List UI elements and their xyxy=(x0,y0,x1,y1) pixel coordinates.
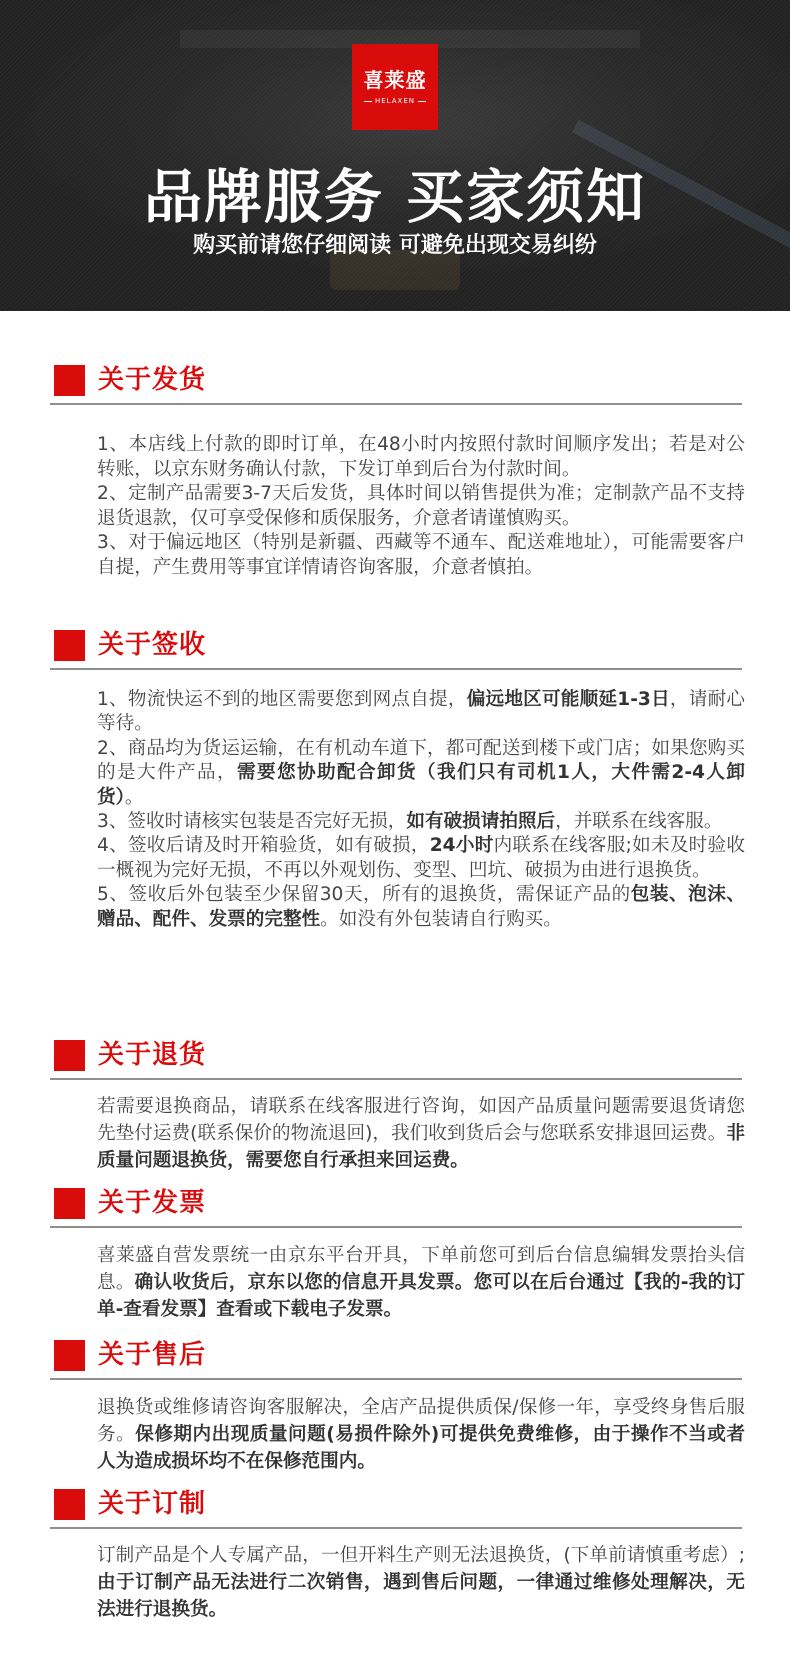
text-run: 3、对于偏远地区（特别是新疆、西藏等不通车、配送难地址），可能需要客户自提，产生费用等事宜详情请咨询客服，介意者慎拍。 xyxy=(97,532,745,578)
section-body-custom xyxy=(97,1542,745,1623)
section-header-custom xyxy=(50,1489,742,1529)
page-subtitle: 购买前请您仔细阅读 可避免出现交易纠纷 xyxy=(193,233,597,258)
text-run: ，并联系在线客服。 xyxy=(555,811,723,833)
text-run: 订制产品是个人专属产品，一但开料生产则无法退换货，(下单前请慎重考虑）; xyxy=(97,1545,745,1566)
emphasis-text: 偏远地区可能顺延1-3日 xyxy=(466,689,670,710)
red-square-icon xyxy=(54,1040,85,1071)
section-body-aftersales xyxy=(97,1394,745,1475)
text-run: 1、物流快运不到的地区需要您到网点自提， xyxy=(97,689,467,710)
paragraph xyxy=(97,1242,745,1323)
paragraph xyxy=(97,810,745,834)
paragraph xyxy=(97,531,745,580)
paragraph xyxy=(97,688,745,737)
text-run: 5、签收后外包装至少保留30天，所有的退换货，需保证产品的 xyxy=(97,884,631,906)
text-run: 1、本店线上付款的即时订单，在48小时内按照付款时间顺序发出；若是对公转账，以京东财务确认付款，下发订单到后台为付款时间。 xyxy=(97,434,745,480)
brand-name-cn: 喜莱盛 xyxy=(363,68,427,92)
section-header-receipt xyxy=(50,630,742,670)
page-title: 品牌服务 买家须知 xyxy=(143,163,647,231)
paragraph xyxy=(97,834,745,883)
red-square-icon xyxy=(54,365,85,396)
text-run: 3、签收时请核实包装是否完好无损， xyxy=(97,811,407,833)
text-run: 4、签收后请及时开箱验货，如有破损， xyxy=(97,835,430,857)
logo-dash-left xyxy=(364,101,372,102)
emphasis-text: 非质量问题退换货，需要您自行承担来回运费。 xyxy=(97,1123,745,1171)
section-body-returns xyxy=(97,1093,745,1174)
divider xyxy=(50,1078,742,1080)
paragraph xyxy=(97,482,745,531)
text-run: 退换货或维修请咨询客服解决，全店产品提供质保/保修一年，享受终身售后服务。 xyxy=(97,1397,745,1445)
divider xyxy=(50,403,742,405)
red-square-icon xyxy=(54,1489,85,1520)
text-run: 若需要退换商品，请联系在线客服进行咨询，如因产品质量问题需要退货请您先垫付运费(联系保价的物流退回)，我们收到货后会与您联系安排退回运费。 xyxy=(97,1096,745,1144)
paragraph xyxy=(97,1542,745,1623)
red-square-icon xyxy=(54,1340,85,1371)
section-title: 关于售后 xyxy=(98,1340,207,1370)
divider xyxy=(50,1378,742,1380)
emphasis-text: 包装、泡沫、赠品、配件、发票的完整性 xyxy=(97,884,745,930)
section-body-invoice xyxy=(97,1242,745,1323)
divider xyxy=(50,1527,742,1529)
text-run: 。 xyxy=(124,786,144,808)
brand-name-en xyxy=(364,97,426,105)
divider xyxy=(50,1226,742,1228)
text-run: 内联系在线客服;如未及时验收一概视为完好无损，不再以外观划伤、变型、凹坑、破损为由进行退换货。 xyxy=(97,835,745,881)
emphasis-text: 由于订制产品无法进行二次销售，遇到售后问题，一律通过维修处理解决，无法进行退换货。 xyxy=(97,1572,745,1620)
paragraph xyxy=(97,737,745,810)
section-header-invoice xyxy=(50,1188,742,1228)
section-header-returns xyxy=(50,1040,742,1080)
section-title: 关于订制 xyxy=(98,1489,207,1519)
brand-logo xyxy=(352,44,438,130)
section-body-shipping xyxy=(97,433,745,581)
paragraph xyxy=(97,1093,745,1174)
text-run: 。如没有外包装请自行购买。 xyxy=(320,908,562,930)
paragraph xyxy=(97,883,745,932)
divider xyxy=(50,668,742,670)
red-square-icon xyxy=(54,1188,85,1219)
text-run: 2、定制产品需要3-7天后发货，具体时间以销售提供为准；定制款产品不支持退货退款，仅可享受保修和质保服务，介意者请谨慎购买。 xyxy=(97,483,745,529)
paragraph xyxy=(97,433,745,482)
section-header-aftersales xyxy=(50,1340,742,1380)
paragraph xyxy=(97,1394,745,1475)
section-title: 关于退货 xyxy=(98,1040,207,1070)
emphasis-text: 24小时 xyxy=(429,835,494,857)
hero-banner xyxy=(0,0,790,311)
logo-dash-right xyxy=(418,101,426,102)
section-body-receipt xyxy=(97,688,745,932)
emphasis-text: 确认收货后，京东以您的信息开具发票。您可以在后台通过【我的-我的订单-查看发票】查看或下载电子发票。 xyxy=(97,1272,745,1320)
brand-name-en-text: HELAXEN xyxy=(375,97,415,105)
section-title: 关于签收 xyxy=(98,630,207,660)
text-run: 2、商品均为货运运输，在有机动车道下，都可配送到楼下或门店；如果您购买的是大件产品， xyxy=(97,737,745,784)
section-title: 关于发票 xyxy=(98,1188,207,1218)
emphasis-text: 需要您协助配合卸货（我们只有司机1人，大件需2-4人卸货） xyxy=(97,762,745,808)
text-run: 喜莱盛自营发票统一由京东平台开具，下单前您可到后台信息编辑发票抬头信息。 xyxy=(97,1245,745,1293)
text-run: ，请耐心等待。 xyxy=(97,689,745,735)
emphasis-text: 如有破损请拍照后 xyxy=(406,811,556,833)
emphasis-text: 保修期内出现质量问题(易损件除外)可提供免费维修，由于操作不当或者人为造成损坏均不在保修范围内。 xyxy=(97,1424,745,1472)
section-title: 关于发货 xyxy=(98,365,207,395)
red-square-icon xyxy=(54,630,85,661)
section-header-shipping xyxy=(50,365,742,405)
